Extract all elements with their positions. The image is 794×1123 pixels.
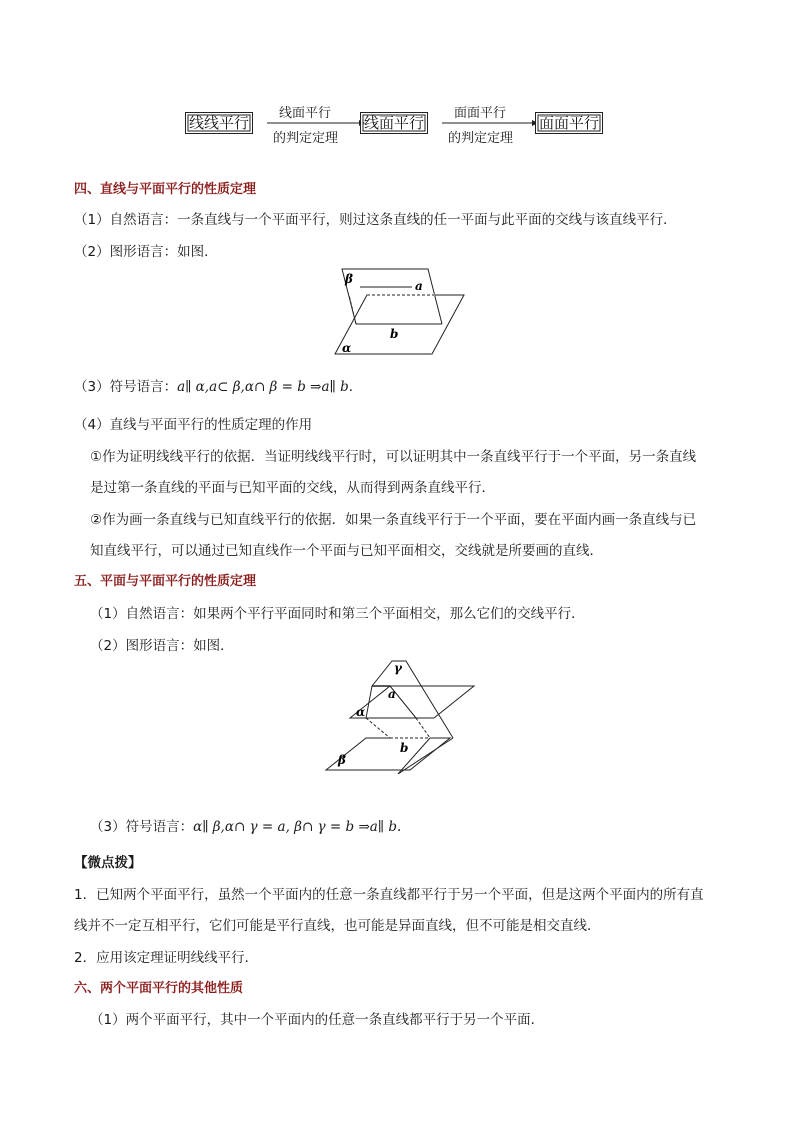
label-b: b: [390, 327, 399, 341]
label-a: a: [415, 279, 423, 293]
symbol-suffix: ．: [348, 379, 363, 395]
flow-box-line-plane-parallel: 线面平行: [360, 112, 428, 134]
tip-1b: 线并不一定互相平行，它们可能是平行直线，也可能是异面直线，但不可能是相交直线．: [74, 918, 601, 934]
theorem-flow-chart: [183, 98, 623, 148]
flow-arrow1-bottom-label: 的判定定理: [273, 131, 339, 146]
section4-usage-1a: ①作为证明线线平行的依据．当证明线线平行时，可以证明其中一条直线平行于一个平面，另一条直线: [90, 449, 697, 465]
section6-title: 六、两个平面平行的其他性质: [74, 981, 244, 996]
symbol-formula: a∥ α,a⊂ β,α∩ β = b ⇒a∥ b: [177, 379, 349, 395]
tips-title: 【微点拨】: [74, 855, 142, 871]
section4-title: 四、直线与平面平行的性质定理: [74, 182, 257, 197]
symbol-prefix: （3）符号语言：: [90, 819, 194, 835]
tip-2: 2．应用该定理证明线线平行．: [74, 950, 259, 966]
symbol-prefix: （3）符号语言：: [74, 379, 178, 395]
section4-natural-language: （1）自然语言：一条直线与一个平面平行，则过这条直线的任一平面与此平面的交线与该直线平行．: [74, 212, 677, 228]
symbol-formula: α∥ β,α∩ γ = a, β∩ γ = b ⇒a∥ b.: [193, 819, 402, 835]
label-a: a: [388, 687, 396, 701]
label-beta: β: [345, 272, 353, 286]
line-plane-parallel-figure: [330, 266, 470, 362]
flow-arrow2-bottom-label: 的判定定理: [448, 131, 514, 146]
section4-usage-1b: 是过第一条直线的平面与已知平面的交线，从而得到两条直线平行．: [90, 480, 495, 496]
flow-arrow1-top-label: 线面平行: [279, 106, 332, 121]
section4-usage-2a: ②作为画一条直线与已知直线平行的依据．如果一条直线平行于一个平面，要在平面内画一条直线与已: [90, 512, 697, 528]
section4-figure-language: （2）图形语言：如图．: [74, 244, 218, 260]
label-gamma: γ: [394, 661, 402, 675]
section5-symbol-language: [90, 815, 401, 835]
tip-1a: 1．已知两个平面平行，虽然一个平面内的任意一条直线都平行于另一个平面，但是这两个平面内的所有直: [74, 887, 704, 903]
section5-figure-language: （2）图形语言：如图．: [90, 638, 234, 654]
section5-title: 五、平面与平面平行的性质定理: [74, 574, 257, 589]
section5-natural-language: （1）自然语言：如果两个平行平面同时和第三个平面相交，那么它们的交线平行．: [90, 606, 585, 622]
label-alpha: α: [356, 705, 366, 719]
label-b: b: [400, 741, 409, 755]
flow-arrow2-top-label: 面面平行: [454, 106, 507, 121]
section4-usage-title: （4）直线与平面平行的性质定理的作用: [74, 417, 313, 433]
label-beta: β: [338, 753, 346, 767]
section4-symbol-language: [74, 375, 362, 395]
label-alpha: α: [342, 341, 352, 355]
flow-box-plane-plane-parallel: 面面平行: [535, 112, 603, 134]
section6-property-1: （1）两个平面平行，其中一个平面内的任意一条直线都平行于另一个平面．: [90, 1012, 545, 1028]
plane-plane-parallel-figure: [322, 658, 478, 774]
section4-usage-2b: 知直线平行，可以通过已知直线作一个平面与已知平面相交，交线就是所要画的直线．: [90, 543, 603, 559]
flow-box-line-line-parallel: 线线平行: [185, 112, 253, 134]
